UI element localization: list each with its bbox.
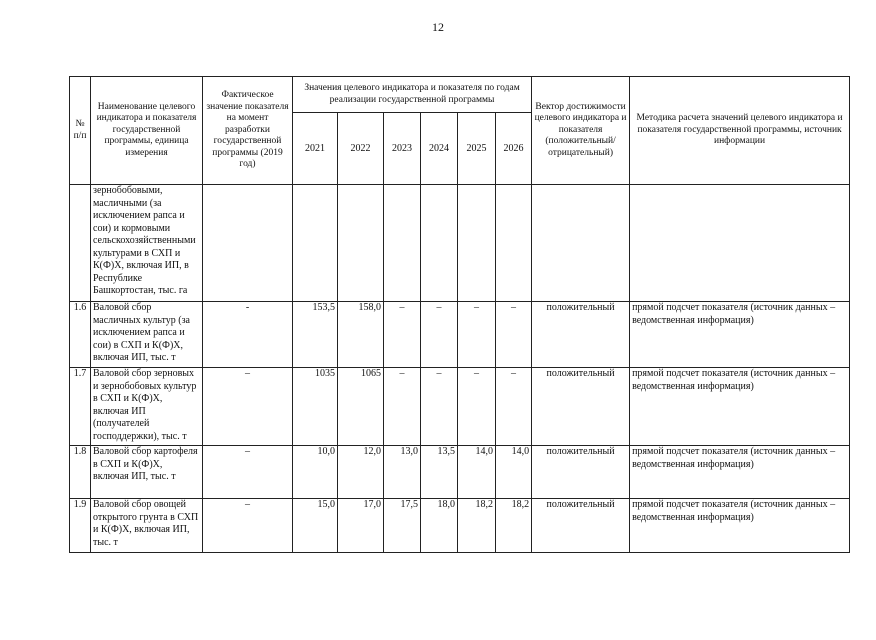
row-value: 18,2 bbox=[496, 499, 532, 553]
row-value: – bbox=[384, 302, 421, 368]
header-year: 2025 bbox=[458, 113, 496, 185]
row-name: зернобобовыми, масличными (за исключением рапса и сои) и кормовыми сельскохозяйственными культурами в СХП и К(Ф)Х, включая ИП, в Республике Башкортостан, тыс. га bbox=[91, 185, 203, 302]
row-value bbox=[421, 185, 458, 302]
row-num: 1.7 bbox=[70, 368, 91, 446]
row-method bbox=[630, 185, 850, 302]
row-value: 17,0 bbox=[338, 499, 384, 553]
row-value: 14,0 bbox=[496, 446, 532, 499]
table-row bbox=[70, 302, 850, 368]
row-value bbox=[496, 185, 532, 302]
row-name: Валовой сбор картофеля в СХП и К(Ф)Х, включая ИП, тыс. т bbox=[91, 446, 203, 499]
row-value: 14,0 bbox=[458, 446, 496, 499]
row-vector: положительный bbox=[532, 302, 630, 368]
row-num: 1.6 bbox=[70, 302, 91, 368]
row-value: 158,0 bbox=[338, 302, 384, 368]
page-number: 12 bbox=[432, 20, 444, 34]
row-value: 12,0 bbox=[338, 446, 384, 499]
row-fact bbox=[203, 185, 293, 302]
row-value: 1035 bbox=[293, 368, 338, 446]
row-num: 1.8 bbox=[70, 446, 91, 499]
header-year: 2022 bbox=[338, 113, 384, 185]
row-value bbox=[458, 185, 496, 302]
row-vector: положительный bbox=[532, 446, 630, 499]
header-year: 2021 bbox=[293, 113, 338, 185]
row-value: 18,0 bbox=[421, 499, 458, 553]
header-fact: Фактическое значение показателя на момент разработки государственной программы (2019 год) bbox=[203, 77, 293, 185]
row-method: прямой подсчет показателя (источник данных – ведомственная информация) bbox=[630, 499, 850, 553]
header-name: Наименование целевого индикатора и показателя государственной программы, единица измерения bbox=[91, 77, 203, 185]
row-value: 13,0 bbox=[384, 446, 421, 499]
row-num bbox=[70, 185, 91, 302]
row-value: – bbox=[384, 368, 421, 446]
row-value: – bbox=[421, 368, 458, 446]
row-name: Валовой сбор зерновых и зернобобовых культур в СХП и К(Ф)Х, включая ИП (получателей господдержки), тыс. т bbox=[91, 368, 203, 446]
row-num: 1.9 bbox=[70, 499, 91, 553]
row-value: 17,5 bbox=[384, 499, 421, 553]
row-vector: положительный bbox=[532, 499, 630, 553]
row-value: 153,5 bbox=[293, 302, 338, 368]
row-value bbox=[384, 185, 421, 302]
row-fact: - bbox=[203, 302, 293, 368]
header-year: 2024 bbox=[421, 113, 458, 185]
header-year: 2023 bbox=[384, 113, 421, 185]
row-fact: – bbox=[203, 499, 293, 553]
header-method: Методика расчета значений целевого индикатора и показателя государственной программы, источник информации bbox=[630, 77, 850, 185]
indicators-table bbox=[69, 76, 850, 553]
row-method: прямой подсчет показателя (источник данных – ведомственная информация) bbox=[630, 302, 850, 368]
row-vector: положительный bbox=[532, 368, 630, 446]
row-value: – bbox=[496, 368, 532, 446]
row-value: – bbox=[458, 368, 496, 446]
row-value: 18,2 bbox=[458, 499, 496, 553]
row-value: 15,0 bbox=[293, 499, 338, 553]
table-row bbox=[70, 446, 850, 499]
row-value: 1065 bbox=[338, 368, 384, 446]
header-values: Значения целевого индикатора и показателя по годам реализации государственной программы bbox=[293, 77, 532, 113]
row-fact: – bbox=[203, 446, 293, 499]
row-value bbox=[293, 185, 338, 302]
row-name: Валовой сбор масличных культур (за исключением рапса и сои) в СХП и К(Ф)Х, включая ИП, тыс. т bbox=[91, 302, 203, 368]
header-year: 2026 bbox=[496, 113, 532, 185]
table-row bbox=[70, 185, 850, 302]
row-name: Валовой сбор овощей открытого грунта в СХП и К(Ф)Х, включая ИП, тыс. т bbox=[91, 499, 203, 553]
row-value: – bbox=[421, 302, 458, 368]
row-method: прямой подсчет показателя (источник данных – ведомственная информация) bbox=[630, 368, 850, 446]
header-num: № п/п bbox=[70, 77, 91, 185]
row-fact: – bbox=[203, 368, 293, 446]
table-row bbox=[70, 368, 850, 446]
row-value: 10,0 bbox=[293, 446, 338, 499]
row-value: – bbox=[458, 302, 496, 368]
header-vector: Вектор достижимости целевого индикатора и показателя (положительный/ отрицательный) bbox=[532, 77, 630, 185]
row-vector bbox=[532, 185, 630, 302]
row-value bbox=[338, 185, 384, 302]
table-row bbox=[70, 499, 850, 553]
row-value: – bbox=[496, 302, 532, 368]
row-method: прямой подсчет показателя (источник данных – ведомственная информация) bbox=[630, 446, 850, 499]
row-value: 13,5 bbox=[421, 446, 458, 499]
